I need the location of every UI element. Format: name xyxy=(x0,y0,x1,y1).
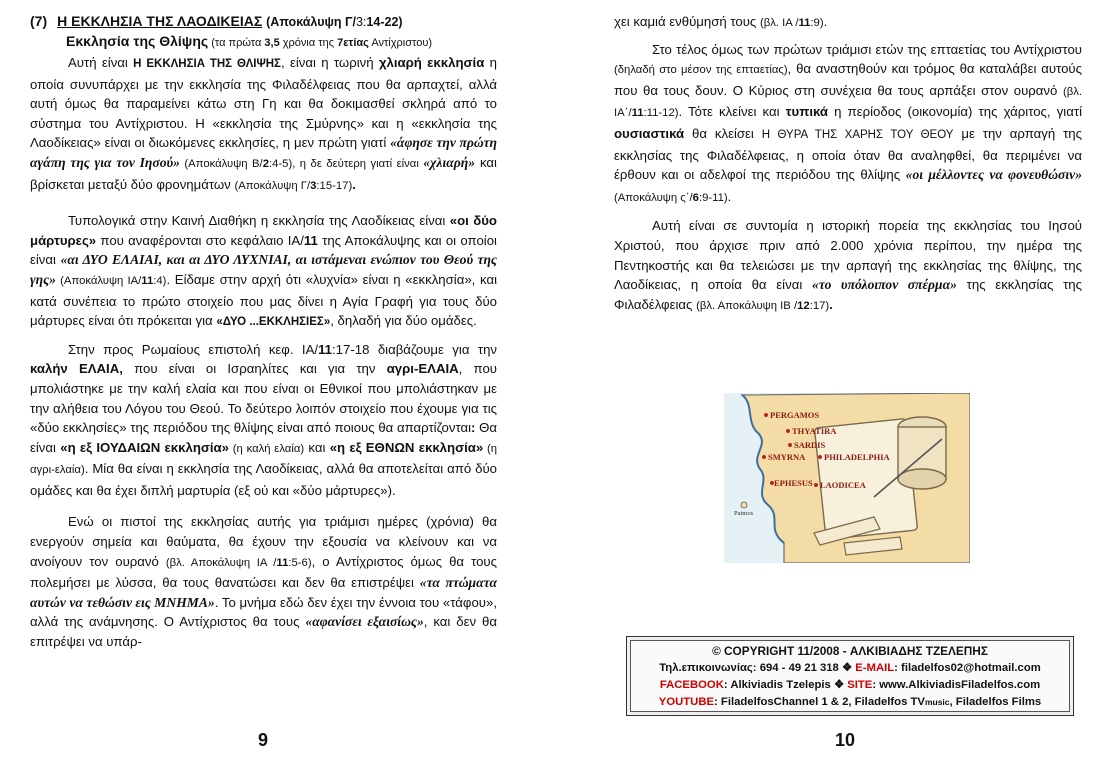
facebook-link[interactable]: : Alkiviadis Tzelepis ❖ xyxy=(723,679,848,691)
copyright-inner xyxy=(630,640,1070,712)
paragraph-1: Αυτή είναι Η ΕΚΚΛΗΣΙΑ ΤΗΣ ΘΛΙΨΗΣ, είναι η τωρινή χλιαρή εκκλησία η οποία συνυπάρχει με την εκκλησία της Φιλαδέλφειας που θα αρπαχτεί, αλλά αυτή όμως θα παραμείνει κάτω στη Γη και θα δοκιμασθεί σκληρά από το σύστημα του Αντίχριστου. Η «εκκλησία της Σμύρνης» και η «εκκλησία της Λαοδίκειας» είναι οι διωκόμενες εκκλησίες, η μεν πρώτη γιατί «άφησε την πρώτη αγάπη της για τον Ιησού» (Αποκάλυψη Β/2:4-5), η δε δεύτερη γιατί είναι «χλιαρή» και βρίσκεται μεταξύ δύο φρονημάτων (Αποκάλυψη Γ/3:15-17). xyxy=(30,55,497,192)
site-label: SITE xyxy=(847,679,873,691)
email-label: E-MAIL xyxy=(855,662,895,674)
label-patmos: Patmos xyxy=(734,510,754,517)
youtube-music: music xyxy=(924,697,950,707)
youtube-link[interactable]: : FiladelfosChannel 1 & 2, Filadelfos TV xyxy=(714,696,925,708)
youtube-end: , Filadelfos Films xyxy=(949,696,1042,708)
chapter-title xyxy=(30,12,497,32)
chapter-ref-small: 3: xyxy=(355,15,367,29)
chapter-number: (7) xyxy=(30,13,48,29)
label-philadelphia: PHILADELPHIA xyxy=(824,452,890,462)
label-thyatira: THYATIRA xyxy=(792,426,837,436)
city-dot-thyatira xyxy=(786,429,790,433)
paragraph-continuation: χει καμιά ενθύμησή τους (βλ. ΙΑ /11:9). xyxy=(614,14,828,29)
contact-line: Τηλ.επικοινωνίας: 694 - 49 21 318 ❖ E-MAIL: filadelfos02@hotmail.com xyxy=(659,662,1041,674)
seven-churches-map-illustration xyxy=(724,393,970,563)
paragraph-4: Ενώ οι πιστοί της εκκλησίας αυτής για τριάμισι ημέρες (χρόνια) θα ενεργούν σημεία και θαύματα, θα έχουν την εξουσία να κλείνουν και να ανοίγουν τον ουρανό (βλ. Αποκάλυψη ΙΑ /11:5-6), ο Αντίχριστος όμως θα τους πολεμήσει με λύσσα, θα τους θανατώσει και δεν θα επιστρέψει «τα πτώματα αυτών να τεθώσιν εις ΜΝΗΜΑ». Το μνήμα εδώ δεν έχει την έννοια του «τάφου», αλλά της ανάμνησης. Ο Αντίχριστος θα τους «αφανίσει εξαισίως», και δεν θα επιτρέψει να υπάρ- xyxy=(30,514,498,650)
social-line xyxy=(631,677,1069,694)
paragraph-5: Στο τέλος όμως των πρώτων τριάμισι ετών της επταετίας του Αντίχριστου (δηλαδή στο μέσον της επταετίας), θα αναστηθούν και τρόμος θα καταλάβει αυτούς που θα τους δουν. Ο Κύριος στη συνέχεια θα τους αρπάξει στον ουρανό (βλ. ΙΑ΄/11:11-12). Τότε κλείνει και τυπικά η περίοδος (οικονομία) της χάριτος, γιατί ουσιαστικά θα κλείσει Η ΘΥΡΑ ΤΗΣ ΧΑΡΗΣ ΤΟΥ ΘΕΟΥ με την αρπαγή της εκκλησίας της Φιλαδέλφειας, η οποία όταν θα αναληφθεί, θα περιμένει να έρθουν και οι αδελφοί της περιόδου της θλίψης «οι μέλλοντες να φονευθώσιν» (Αποκάλυψη ς΄/6:9-11). xyxy=(614,41,1083,204)
chapter-subtitle: Εκκλησία της Θλίψης (τα πρώτα 3,5 χρόνια της 7ετίας Αντίχριστου) xyxy=(66,33,433,49)
city-dot-sardis xyxy=(788,443,792,447)
copyright-line: © COPYRIGHT 11/2008 - ΑΛΚΙΒΙΑΔΗΣ ΤΖΕΛΕΠΗΣ xyxy=(712,644,988,658)
right-page xyxy=(557,0,1114,766)
patmos-island xyxy=(741,502,747,508)
label-sardis: SARDIS xyxy=(794,440,826,450)
page-number-right: 10 xyxy=(835,730,856,750)
label-smyrna: SMYRNA xyxy=(768,452,806,462)
chapter-ref-open: (Αποκάλυψη Γ/ xyxy=(266,15,356,29)
page-number-left: 9 xyxy=(258,730,269,750)
email-link[interactable]: : filadelfos02@hotmail.com xyxy=(894,662,1041,674)
label-pergamos: PERGAMOS xyxy=(770,410,820,420)
youtube-line xyxy=(631,694,1069,711)
scroll-roll-bottom xyxy=(898,469,946,489)
copyright-box xyxy=(626,636,1074,716)
subtitle-text: Εκκλησία της Θλίψης xyxy=(66,33,209,49)
city-dot-philadelphia xyxy=(818,455,822,459)
site-link[interactable]: : www.AlkiviadisFiladelfos.com xyxy=(872,679,1041,691)
chapter-ref-close: 14-22) xyxy=(366,15,403,29)
map-svg xyxy=(724,393,970,563)
city-dot-pergamos xyxy=(764,413,768,417)
city-dot-laodicea xyxy=(814,483,818,487)
left-column xyxy=(30,12,497,652)
paragraph-2: Τυπολογικά στην Καινή Διαθήκη η εκκλησία της Λαοδίκειας είναι «οι δύο μάρτυρες» που αναφέρονται στο κεφάλαιο ΙΑ/11 της Αποκάλυψης και οι οποίοι είναι «αι ΔΥΟ ΕΛΑΙΑΙ, και αι ΔΥΟ ΛΥΧΝΙΑΙ, αι ιστάμεναι ενώπιον του Θεού της γης» (Αποκάλυψη ΙΑ/11:4). Είδαμε στην αρχή ότι «λυχνία» είναι η «εκκλησία», και κατά συνέπεια το πρώτο στοιχείο που μας δίνει η Αγία Γραφή για τους δύο μάρτυρες είναι ότι πρόκειται για «ΔΥΟ ...ΕΚΚΛΗΣΙΕΣ», δηλαδή για δύο ομάδες. xyxy=(30,213,497,329)
chapter-name: Η ΕΚΚΛΗΣΙΑ ΤΗΣ ΛΑΟΔΙΚΕΙΑΣ xyxy=(57,13,263,29)
right-column xyxy=(614,12,1082,316)
facebook-label: FACEBOOK xyxy=(659,679,724,691)
youtube-label: YOUTUBE xyxy=(658,696,715,708)
label-ephesus: EPHESUS xyxy=(774,478,813,488)
paragraph-3: Στην προς Ρωμαίους επιστολή κεφ. ΙΑ/11:17-18 διαβάζουμε για την καλήν ΕΛΑΙΑ, που είναι οι Ισραηλίτες και για την αγρι-ΕΛΑΙΑ, που μπολιάστηκε με την καλή ελαία και που είναι οι Εθνικοί που μπολιάστηκαν με την αλήθεια του Λόγου του Θεού. Το δεύτερο λοιπόν στοιχείο που έχουμε για τις «δύο εκκλησίες» της περιόδου της θλίψης είναι από ποιους θα απαρτίζονται: Θα είναι «η εξ ΙΟΥΔΑΙΩΝ εκκλησία» (η καλή ελαία) και «η εξ ΕΘΝΩΝ εκκλησία» (η αγρι-ελαία). Μία θα είναι η εκκλησία της Λαοδίκειας, αλλά θα αποτελείται από δύο ομάδες και θα έχει διπλή μαρτυρία (εξ ού και «δύο μάρτυρες»). xyxy=(30,341,498,498)
paragraph-6: Αυτή είναι σε συντομία η ιστορική πορεία της εκκλησίας του Ιησού Χριστού, που άρχισε πριν από 2.000 χρόνια περίπου, την ημέρα της Πεντηκοστής και θα τελειώσει με την αρπαγή της εκκλησίας της θλίψης, της Λαοδίκειας, η οποία θα είναι «το υπόλοιπον σπέρμα» της εκκλησίας της Φιλαδέλφειας (βλ. Αποκάλυψη ΙΒ /12:17). xyxy=(614,218,1082,312)
label-laodicea: LAODICEA xyxy=(820,480,866,490)
city-dot-smyrna xyxy=(762,455,766,459)
